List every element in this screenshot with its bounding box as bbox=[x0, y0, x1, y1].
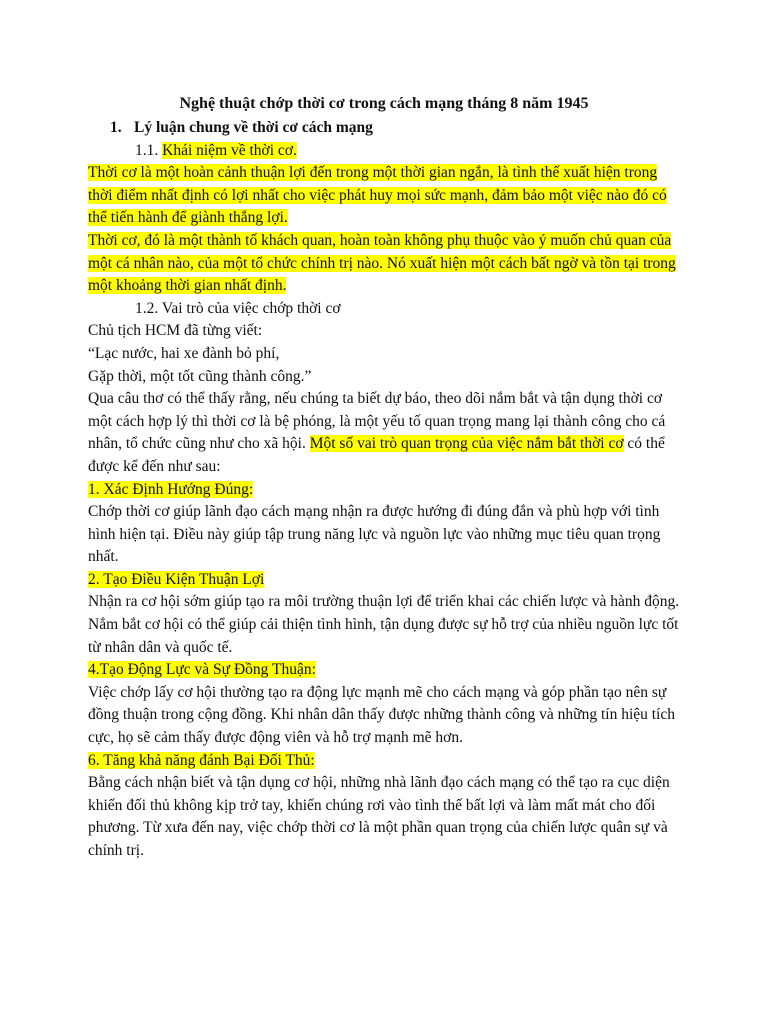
highlighted-text: Thời cơ, đó là một thành tố khách quan, hoàn toàn không phụ thuộc vào ý muốn chủ quan của một cá nhân nào, của một tổ chức chính trị nào. Nó xuất hiện một cách bất ngờ và tồn tại trong một khoảng thời gian nhất định. bbox=[88, 231, 676, 295]
item-heading-4 bbox=[88, 659, 680, 682]
item-heading-text: 6. Tăng khả năng đánh Bại Đối Thủ: bbox=[88, 751, 315, 769]
subsection-heading-1-1 bbox=[88, 140, 680, 163]
item-body-1: Chớp thời cơ giúp lãnh đạo cách mạng nhận ra được hướng đi đúng đắn và phù hợp với tình hình hiện tại. Điều này giúp tập trung năng lực và nguồn lực vào những mục tiêu quan trọng nhất. bbox=[88, 503, 661, 566]
definition-paragraph-1 bbox=[88, 162, 680, 230]
role-paragraph-highlight: Một số vai trò quan trọng của việc nắm bắt thời cơ bbox=[309, 435, 624, 453]
quote-line-2: Gặp thời, một tốt cũng thành công.” bbox=[88, 367, 312, 385]
item-body-4: Việc chớp lấy cơ hội thường tạo ra động lực mạnh mẽ cho cách mạng và góp phần tạo nên sự đồng thuận trong cộng đồng. Khi nhân dân thấy được những thành công và những tín hiệu tích cực, họ sẽ cảm thấy được động viên và hỗ trợ mạnh mẽ hơn. bbox=[88, 683, 675, 747]
role-paragraph-tail: có thể được kể đến như sau: bbox=[88, 435, 665, 475]
quote-intro: Chủ tịch HCM đã từng viết: bbox=[88, 322, 263, 340]
document-title: Nghệ thuật chớp thời cơ trong cách mạng tháng 8 năm 1945 bbox=[179, 95, 589, 112]
highlighted-text: Thời cơ là một hoàn cảnh thuận lợi đến trong một thời gian ngắn, là tình thế xuất hiện trong thời điểm nhất định có lợi nhất cho việc phát huy mọi sức mạnh, đảm bảo một việc nào đó có thể tiến hành để giành thắng lợi. bbox=[88, 164, 667, 227]
section-number: 1. bbox=[110, 119, 122, 136]
section-heading-text: Lý luận chung về thời cơ cách mạng bbox=[134, 119, 373, 136]
section-heading-1 bbox=[88, 117, 680, 140]
subsection-number: 1.2. bbox=[135, 299, 159, 317]
item-heading-text: 2. Tạo Điều Kiện Thuận Lợi bbox=[88, 570, 265, 588]
subsection-heading-1-2 bbox=[88, 298, 680, 321]
quote-line-1: “Lạc nước, hai xe đành bỏ phí, bbox=[88, 344, 280, 362]
item-body-2: Nhận ra cơ hội sớm giúp tạo ra môi trường thuận lợi để triển khai các chiến lược và hành động. Nắm bắt cơ hội có thể giúp cải thiện tình hình, tận dụng được sự hỗ trợ của nhiều nguồn lực tốt từ nhân dân và quốc tế. bbox=[88, 593, 680, 656]
subsection-heading-text: Vai trò của việc chớp thời cơ bbox=[161, 299, 341, 317]
subsection-number: 1.1. bbox=[135, 141, 159, 159]
definition-paragraph-2 bbox=[88, 230, 680, 298]
item-heading-2 bbox=[88, 569, 680, 592]
item-heading-text: 4.Tạo Động Lực và Sự Đồng Thuận: bbox=[88, 661, 316, 679]
role-paragraph-text: Qua câu thơ có thể thấy rằng, nếu chúng ta biết dự báo, theo dõi nắm bắt và tận dụng thời cơ một cách hợp lý thì thời cơ là bệ phóng, là một yếu tố quan trọng mang lại thành công cho cá nhân, tổ chức cũng như cho xã hội. bbox=[88, 390, 666, 453]
item-heading-1 bbox=[88, 479, 680, 502]
item-heading-text: 1. Xác Định Hướng Đúng: bbox=[88, 480, 254, 498]
item-body-6: Bằng cách nhận biết và tận dụng cơ hội, những nhà lãnh đạo cách mạng có thể tạo ra cục diện khiến đối thủ không kịp trở tay, khiến chúng rơi vào tình thế bất lợi và làm mất mát cho đối phương. Từ xưa đến nay, việc chớp thời cơ là một phần quan trọng của chiến lược quân sự và chính trị. bbox=[88, 774, 670, 859]
item-heading-6 bbox=[88, 750, 680, 773]
subsection-heading-text: Khái niệm về thời cơ. bbox=[162, 141, 297, 159]
role-paragraph bbox=[88, 388, 680, 478]
document-body bbox=[88, 91, 680, 863]
